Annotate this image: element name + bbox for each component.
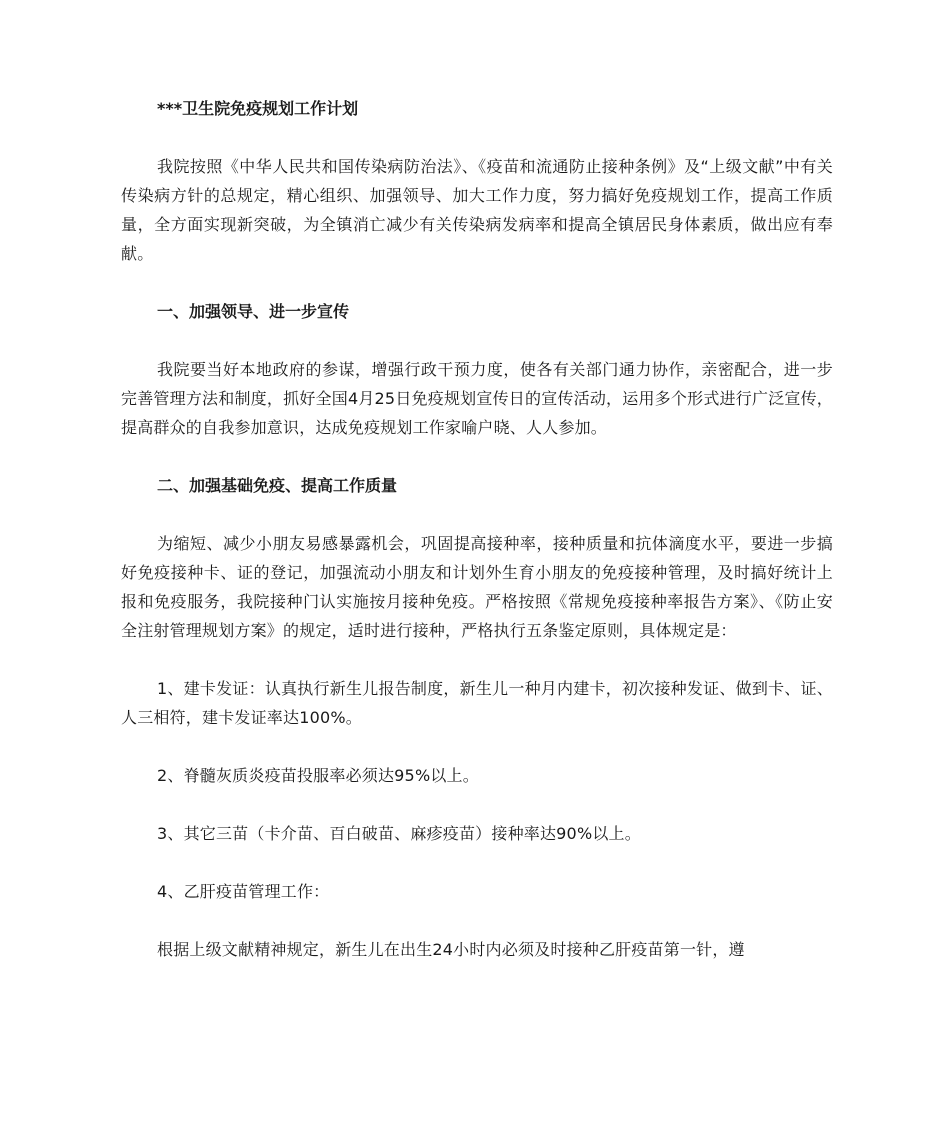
spacer: [121, 790, 833, 819]
document-title: ***卫生院免疫规划工作计划: [157, 99, 359, 118]
spacer: [121, 123, 833, 152]
document-body: [121, 94, 833, 964]
spacer: [121, 326, 833, 355]
intro-paragraph: 我院按照《中华人民共和国传染病防治法》、《疫苗和流通防止接种条例》及“上级文献”中有关传染病方针的总规定，精心组织、加强领导、加大工作力度，努力搞好免疫规划工作，提高工作质量，全方面实现新突破，为全镇消亡减少有关传染病发病率和提高全镇居民身体素质，做出应有奉献。: [121, 157, 833, 263]
spacer: [121, 906, 833, 935]
spacer: [121, 500, 833, 529]
section2-heading: 二、加强基础免疫、提高工作质量: [157, 476, 398, 495]
section2-paragraph: 为缩短、减少小朋友易感暴露机会，巩固提高接种率，接种质量和抗体滴度水平，要进一步搞好免疫接种卡、证的登记，加强流动小朋友和计划外生育小朋友的免疫接种管理，及时搞好统计上报和免疫服务，我院接种门认实施按月接种免疫。严格按照《常规免疫接种率报告方案》、《防止安全注射管理规划方案》的规定，适时进行接种，严格执行五条鉴定原则，具体规定是：: [121, 534, 833, 640]
spacer: [121, 848, 833, 877]
section1-heading: 一、加强领导、进一步宣传: [157, 302, 350, 321]
list-item-4: 4、乙肝疫苗管理工作：: [157, 882, 330, 901]
list-item-3: 3、其它三苗（卡介苗、百白破苗、麻疹疫苗）接种率达90%以上。: [157, 824, 641, 843]
list-item-2: 2、脊髓灰质炎疫苗投服率必须达95%以上。: [157, 766, 479, 785]
list-item-4-body: 根据上级文献精神规定，新生儿在出生24小时内必须及时接种乙肝疫苗第一针，遵: [157, 940, 745, 959]
list-item-1: 1、建卡发证：认真执行新生儿报告制度，新生儿一种月内建卡，初次接种发证、做到卡、证、人三相符，建卡发证率达100%。: [121, 679, 833, 727]
spacer: [121, 645, 833, 674]
spacer: [121, 268, 833, 297]
spacer: [121, 442, 833, 471]
section1-paragraph: 我院要当好本地政府的参谋，增强行政干预力度，使各有关部门通力协作，亲密配合，进一步完善管理方法和制度，抓好全国4月25日免疫规划宣传日的宣传活动，运用多个形式进行广泛宣传，提高群众的自我参加意识，达成免疫规划工作家喻户晓、人人参加。: [121, 360, 833, 437]
spacer: [121, 732, 833, 761]
